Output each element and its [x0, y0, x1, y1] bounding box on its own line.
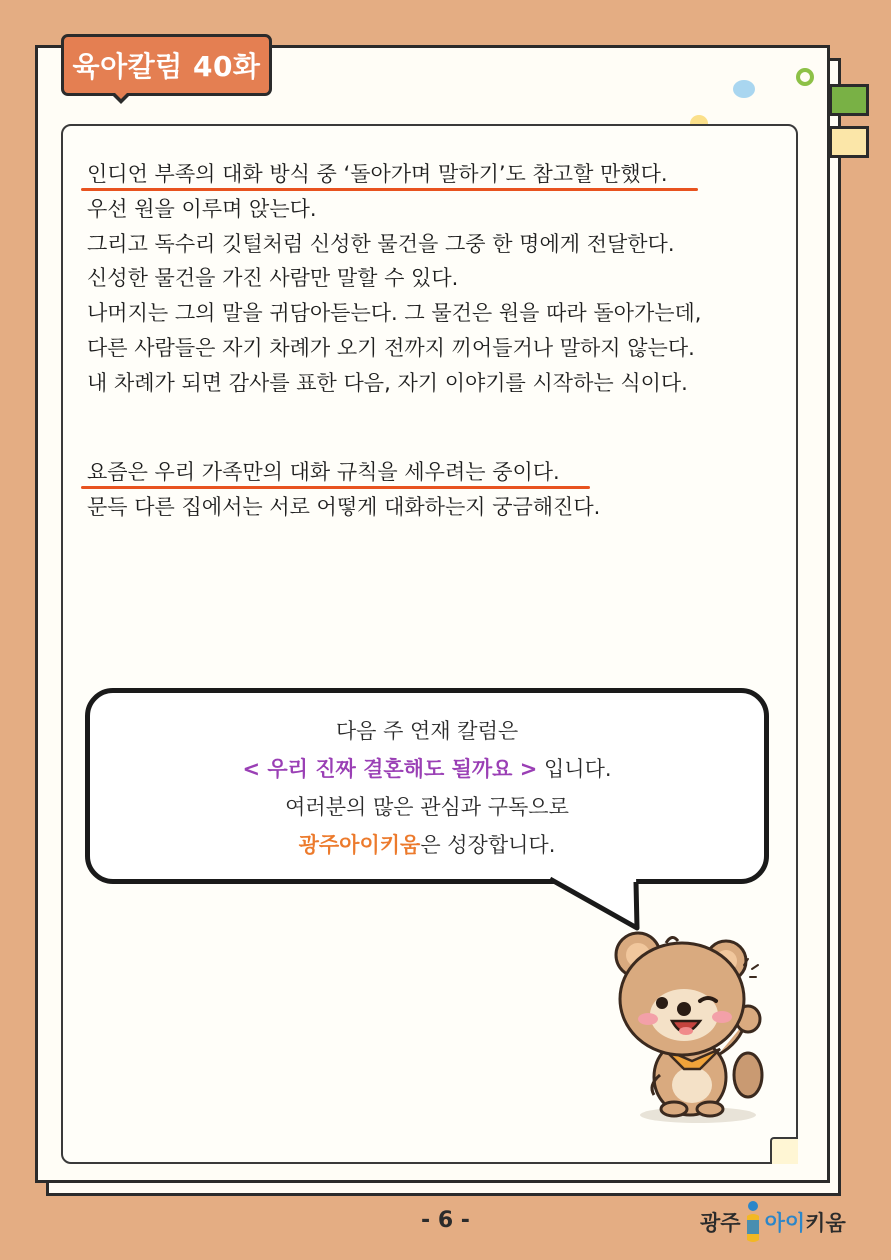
brand-logo: [700, 1200, 846, 1244]
text-line: 다른 사람들은 자기 차례가 오기 전까지 끼어들거나 말하지 않는다.: [87, 335, 695, 360]
text-line: 신성한 물건을 가진 사람만 말할 수 있다.: [87, 266, 459, 291]
notice-line-3: 여러분의 많은 관심과 구독으로: [285, 795, 569, 819]
column-title-badge: [61, 34, 272, 96]
highlighted-sentence: 인디언 부족의 대화 방식 중 ‘돌아가며 말하기’도 참고할 만했다.: [87, 157, 668, 192]
quokka-mascot: [608, 925, 768, 1125]
logo-suffix: 키움: [805, 1211, 846, 1235]
text-line: 나머지는 그의 말을 귀담아듣는다. 그 물건은 원을 따라 돌아가는데,: [87, 301, 702, 326]
text-line: 우선 원을 이루며 앉는다.: [87, 196, 317, 221]
text-line: 문득 다른 집에서는 서로 어떻게 대화하는지 궁금해진다.: [87, 494, 601, 519]
text-line: 그리고 독수리 깃털처럼 신성한 물건을 그중 한 명에게 전달한다.: [87, 231, 675, 256]
text-line: [87, 157, 767, 192]
notice-line-4-suffix: 은 성장합니다.: [420, 833, 556, 857]
green-tab: [829, 84, 869, 116]
paragraph-1: [87, 157, 767, 401]
page-number: - 6 -: [421, 1208, 470, 1233]
yellow-tab: [829, 126, 869, 158]
column-title: 육아칼럼 40화: [72, 50, 261, 83]
highlighted-sentence: 요즘은 우리 가족만의 대화 규칙을 세우려는 중이다.: [87, 455, 560, 490]
next-column-title: < 우리 진짜 결혼해도 될까요 >: [242, 757, 538, 781]
person-i-icon: [744, 1200, 762, 1244]
logo-accent: 아이: [764, 1211, 806, 1235]
title-badge-tail-fill: [114, 92, 128, 99]
logo-prefix: 광주: [700, 1211, 741, 1235]
text-line: 내 차례가 되면 감사를 표한 다음, 자기 이야기를 시작하는 식이다.: [87, 370, 688, 395]
next-column-notice: [85, 712, 769, 864]
notice-line-2-suffix: 입니다.: [537, 757, 612, 781]
brand-name: 광주아이키움: [298, 833, 421, 857]
notice-line-2: [85, 750, 769, 788]
notice-line-4: [85, 826, 769, 864]
green-ring-decoration: [796, 68, 814, 86]
blue-dot-decoration: [733, 80, 755, 98]
page-fold-corner: [770, 1137, 798, 1164]
logo-text: [765, 1207, 846, 1237]
notice-line-1: 다음 주 연재 칼럼은: [335, 719, 519, 743]
text-line: [87, 455, 767, 490]
paragraph-2: [87, 455, 767, 525]
